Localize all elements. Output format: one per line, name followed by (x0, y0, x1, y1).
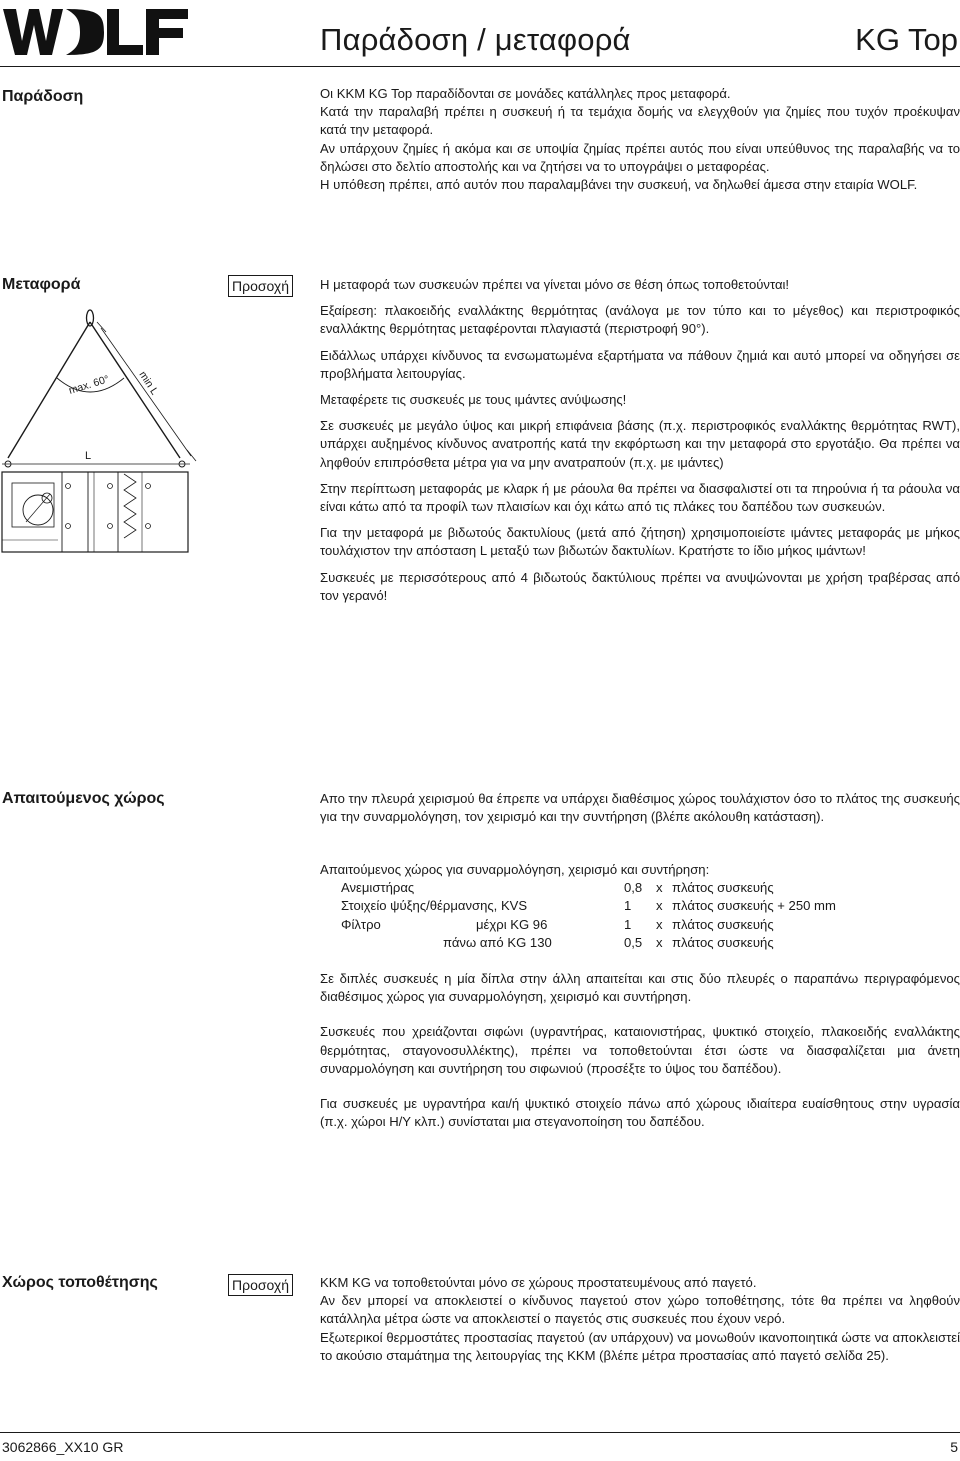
installation-text (320, 1274, 960, 1365)
row-description: πλάτος συσκευής (672, 934, 774, 950)
wolf-logo (3, 7, 188, 57)
space-table-row (320, 916, 960, 934)
transport-paragraph: Ειδάλλως υπάρχει κίνδυνος τα ενσωματωμένα εξαρτήματα να πάθουν ζημιά και αυτό μπορεί να οδηγήσει σε προβλήματα λειτουργίας. (320, 347, 960, 381)
space-table (320, 861, 960, 952)
row-multiplier: x (656, 898, 663, 914)
delivery-text (320, 85, 960, 194)
delivery-paragraph: Κατά την παραλαβή πρέπει η συσκευή ή τα τεμάχια δομής να ελεγχθούν για ζημίες που τυχόν προέκυψαν κατά την μεταφορά. (320, 104, 960, 138)
page-number: 5 (950, 1439, 958, 1455)
row-factor: 0,8 (624, 880, 643, 896)
space-table-heading-row (320, 861, 960, 879)
document-code: 3062866_XX10 GR (2, 1439, 124, 1455)
space-paragraph: Απο την πλευρά χειρισμού θα έπρεπε να υπάρχει διαθέσιμος χώρος τουλάχιστον όσο το πλάτος της συσκευής για την συναρμολόγηση, τον χειρισμό και την συντήρηση (βλέπε ακόλουθη κατάσταση). (320, 791, 960, 825)
delivery-paragraph: Αν υπάρχουν ζημίες ή ακόμα και σε υποψία ζημίας πρέπει αυτός που είναι υπεύθυνος της παραλαβής να το δηλώσει στο δελτίο αποστολής και να ζητήσει να το υπογράψει ο μεταφορέας. (320, 140, 960, 174)
transport-text (320, 276, 960, 605)
warning-box-installation: Προσοχή (228, 1274, 293, 1296)
section-label-transport: Μεταφορά (2, 276, 81, 293)
space-intro (320, 790, 960, 826)
row-qualifier: πάνω από KG 130 (443, 934, 552, 950)
header-divider (0, 66, 960, 67)
row-description: πλάτος συσκευής (672, 916, 774, 932)
warning-box-transport: Προσοχή (228, 275, 293, 297)
row-item: Φίλτρο (341, 916, 381, 932)
space-paragraph: Συσκευές που χρειάζονται σιφώνι (υγραντήρας, καταιονιστήρας, ψυκτικό στοιχείο, πλακοειδής εναλλάκτης θερμότητας, σταγονοσυλλέκτης), πρέπει να τοποθετούνται έτσι ώστε να διασφαλίζεται μια άνετη συναρμολόγηση και συντήρηση του σιφωνιού (προσέξτε το ύψος του δαπέδου). (320, 1024, 960, 1076)
product-title: KG Top (855, 22, 958, 57)
section-label-installation: Χώρος τοποθέτησης (2, 1274, 158, 1291)
installation-line: Αν δεν μπορεί να αποκλειστεί ο κίνδυνος παγετού στον χώρο τοποθέτησης, τότε θα πρέπει να ληφθούν κατάλληλα μέτρα ώστε να αποκλειστεί ο παγετός στις συσκευές που έχουν νερό. (320, 1293, 960, 1327)
transport-paragraph: Η μεταφορά των συσκευών πρέπει να γίνεται μόνο σε θέση όπως τοποθετούνται! (320, 277, 790, 292)
row-multiplier: x (656, 934, 663, 950)
row-description: πλάτος συσκευής (672, 880, 774, 896)
space-paragraph: Για συσκευές με υγραντήρα και/ή ψυκτικό στοιχείο πάνω από χώρους ιδιαίτερα ευαίσθητους στην υγρασία (π.χ. χώροι Η/Υ κλπ.) συνίσταται μια στεγανοποίηση του δαπέδου. (320, 1096, 960, 1130)
section-label-required-space: Απαιτούμενος χώρος (2, 790, 165, 807)
row-multiplier: x (656, 880, 663, 896)
row-multiplier: x (656, 916, 663, 932)
space-paragraph: Σε διπλές συσκευές η μία δίπλα στην άλλη απαιτείται και στις δύο πλευρές ο παραπάνω περιγραφόμενος διαθέσιμος χώρος για συναρμολόγηση, χειρισμό και συντήρηση. (320, 971, 960, 1005)
footer-divider (0, 1432, 960, 1433)
delivery-paragraph: Οι ΚΚΜ KG Top παραδίδονται σε μονάδες κατάλληλες προς μεταφορά. (320, 86, 731, 101)
lifting-diagram (0, 308, 300, 558)
delivery-paragraph: Η υπόθεση πρέπει, από αυτόν που παραλαμβάνει την συσκευή, να δηλωθεί άμεσα στην εταιρία WOLF. (320, 177, 918, 193)
transport-paragraph: Εξαίρεση: πλακοειδής εναλλάκτης θερμότητας (ανάλογα με τον τύπο και το μέγεθος) και περιστροφικός εναλλάκτης θερμότητας μεταφέρονται πλαγιαστά (περιστροφή 90°). (320, 303, 960, 337)
space-table-row (320, 897, 960, 915)
installation-line: Εξωτερικοί θερμοστάτες προστασίας παγετού (αν υπάρχουν) να μονωθούν ικανοποιητικά ώστε να αποκλειστεί το ακούσιο σταμάτημα της λειτουργίας της ΚΚΜ (βλέπε μέτρα προστασίας από παγετό σελίδα 25). (320, 1329, 960, 1363)
transport-paragraph: Σε συσκευές με μεγάλο ύψος και μικρή επιφάνεια βάσης (π.χ. περιστροφικός εναλλάκτης θερμότητας RWT), υπάρχει αυξημένος κίνδυνος ανατροπής κατά την εκφόρτωση και την μεταφορά στο εργοτάξιο. Θα πρέπει να ληφθούν επιπρόσθετα μέτρα για να μην ανατραπούν (π.χ. με ιμάντες) (320, 418, 960, 470)
row-qualifier: μέχρι KG 96 (476, 916, 548, 932)
transport-paragraph: Συσκευές με περισσότερους από 4 βιδωτούς δακτύλιους πρέπει να ανυψώνονται με χρήση τραβέρσας από τον γερανό! (320, 569, 960, 603)
transport-paragraph: Στην περίπτωση μεταφοράς με κλαρκ ή με ράουλα θα πρέπει να διασφαλιστεί οτι τα πηρούνια ή τα ράουλα να είναι κάτω από τα προφίλ των πλαισίων και όχι κάτω από τις πλάκες του δαπέδου των συσκευών. (320, 480, 960, 515)
strap-length-label: min L (136, 369, 161, 398)
row-item: Ανεμιστήρας (341, 880, 415, 896)
row-description: πλάτος συσκευής + 250 mm (672, 898, 836, 914)
row-item: Στοιχείο ψύξης/θέρμανσης, KVS (341, 898, 528, 914)
transport-paragraph: Για την μεταφορά με βιδωτούς δακτυλίους (μετά από ζήτηση) χρησιμοποιείστε ιμάντες μεταφοράς με μήκος τουλάχιστον την απόσταση L μεταξύ των βιδωτών δακτυλίων. Κρατήστε το ίδιο μήκος ιμάντων! (320, 525, 960, 559)
row-factor: 1 (624, 898, 632, 914)
space-table-row (320, 934, 960, 952)
installation-line: ΚΚΜ KG να τοποθετούνται μόνο σε χώρους προστατευμένους από παγετό. (320, 1275, 757, 1290)
page-title: Παράδοση / μεταφορά (320, 22, 631, 57)
span-label: L (85, 450, 92, 462)
row-factor: 0,5 (624, 934, 643, 950)
space-table-heading: Απαιτούμενος χώρος για συναρμολόγηση, χειρισμό και συντήρηση: (320, 862, 710, 877)
row-factor: 1 (624, 916, 632, 932)
transport-paragraph: Μεταφέρετε τις συσκευές με τους ιμάντες ανύψωσης! (320, 392, 627, 408)
section-label-delivery: Παράδοση (2, 88, 84, 105)
space-table-row (320, 879, 960, 897)
space-text (320, 970, 960, 1131)
angle-label: max. 60° (67, 373, 111, 397)
